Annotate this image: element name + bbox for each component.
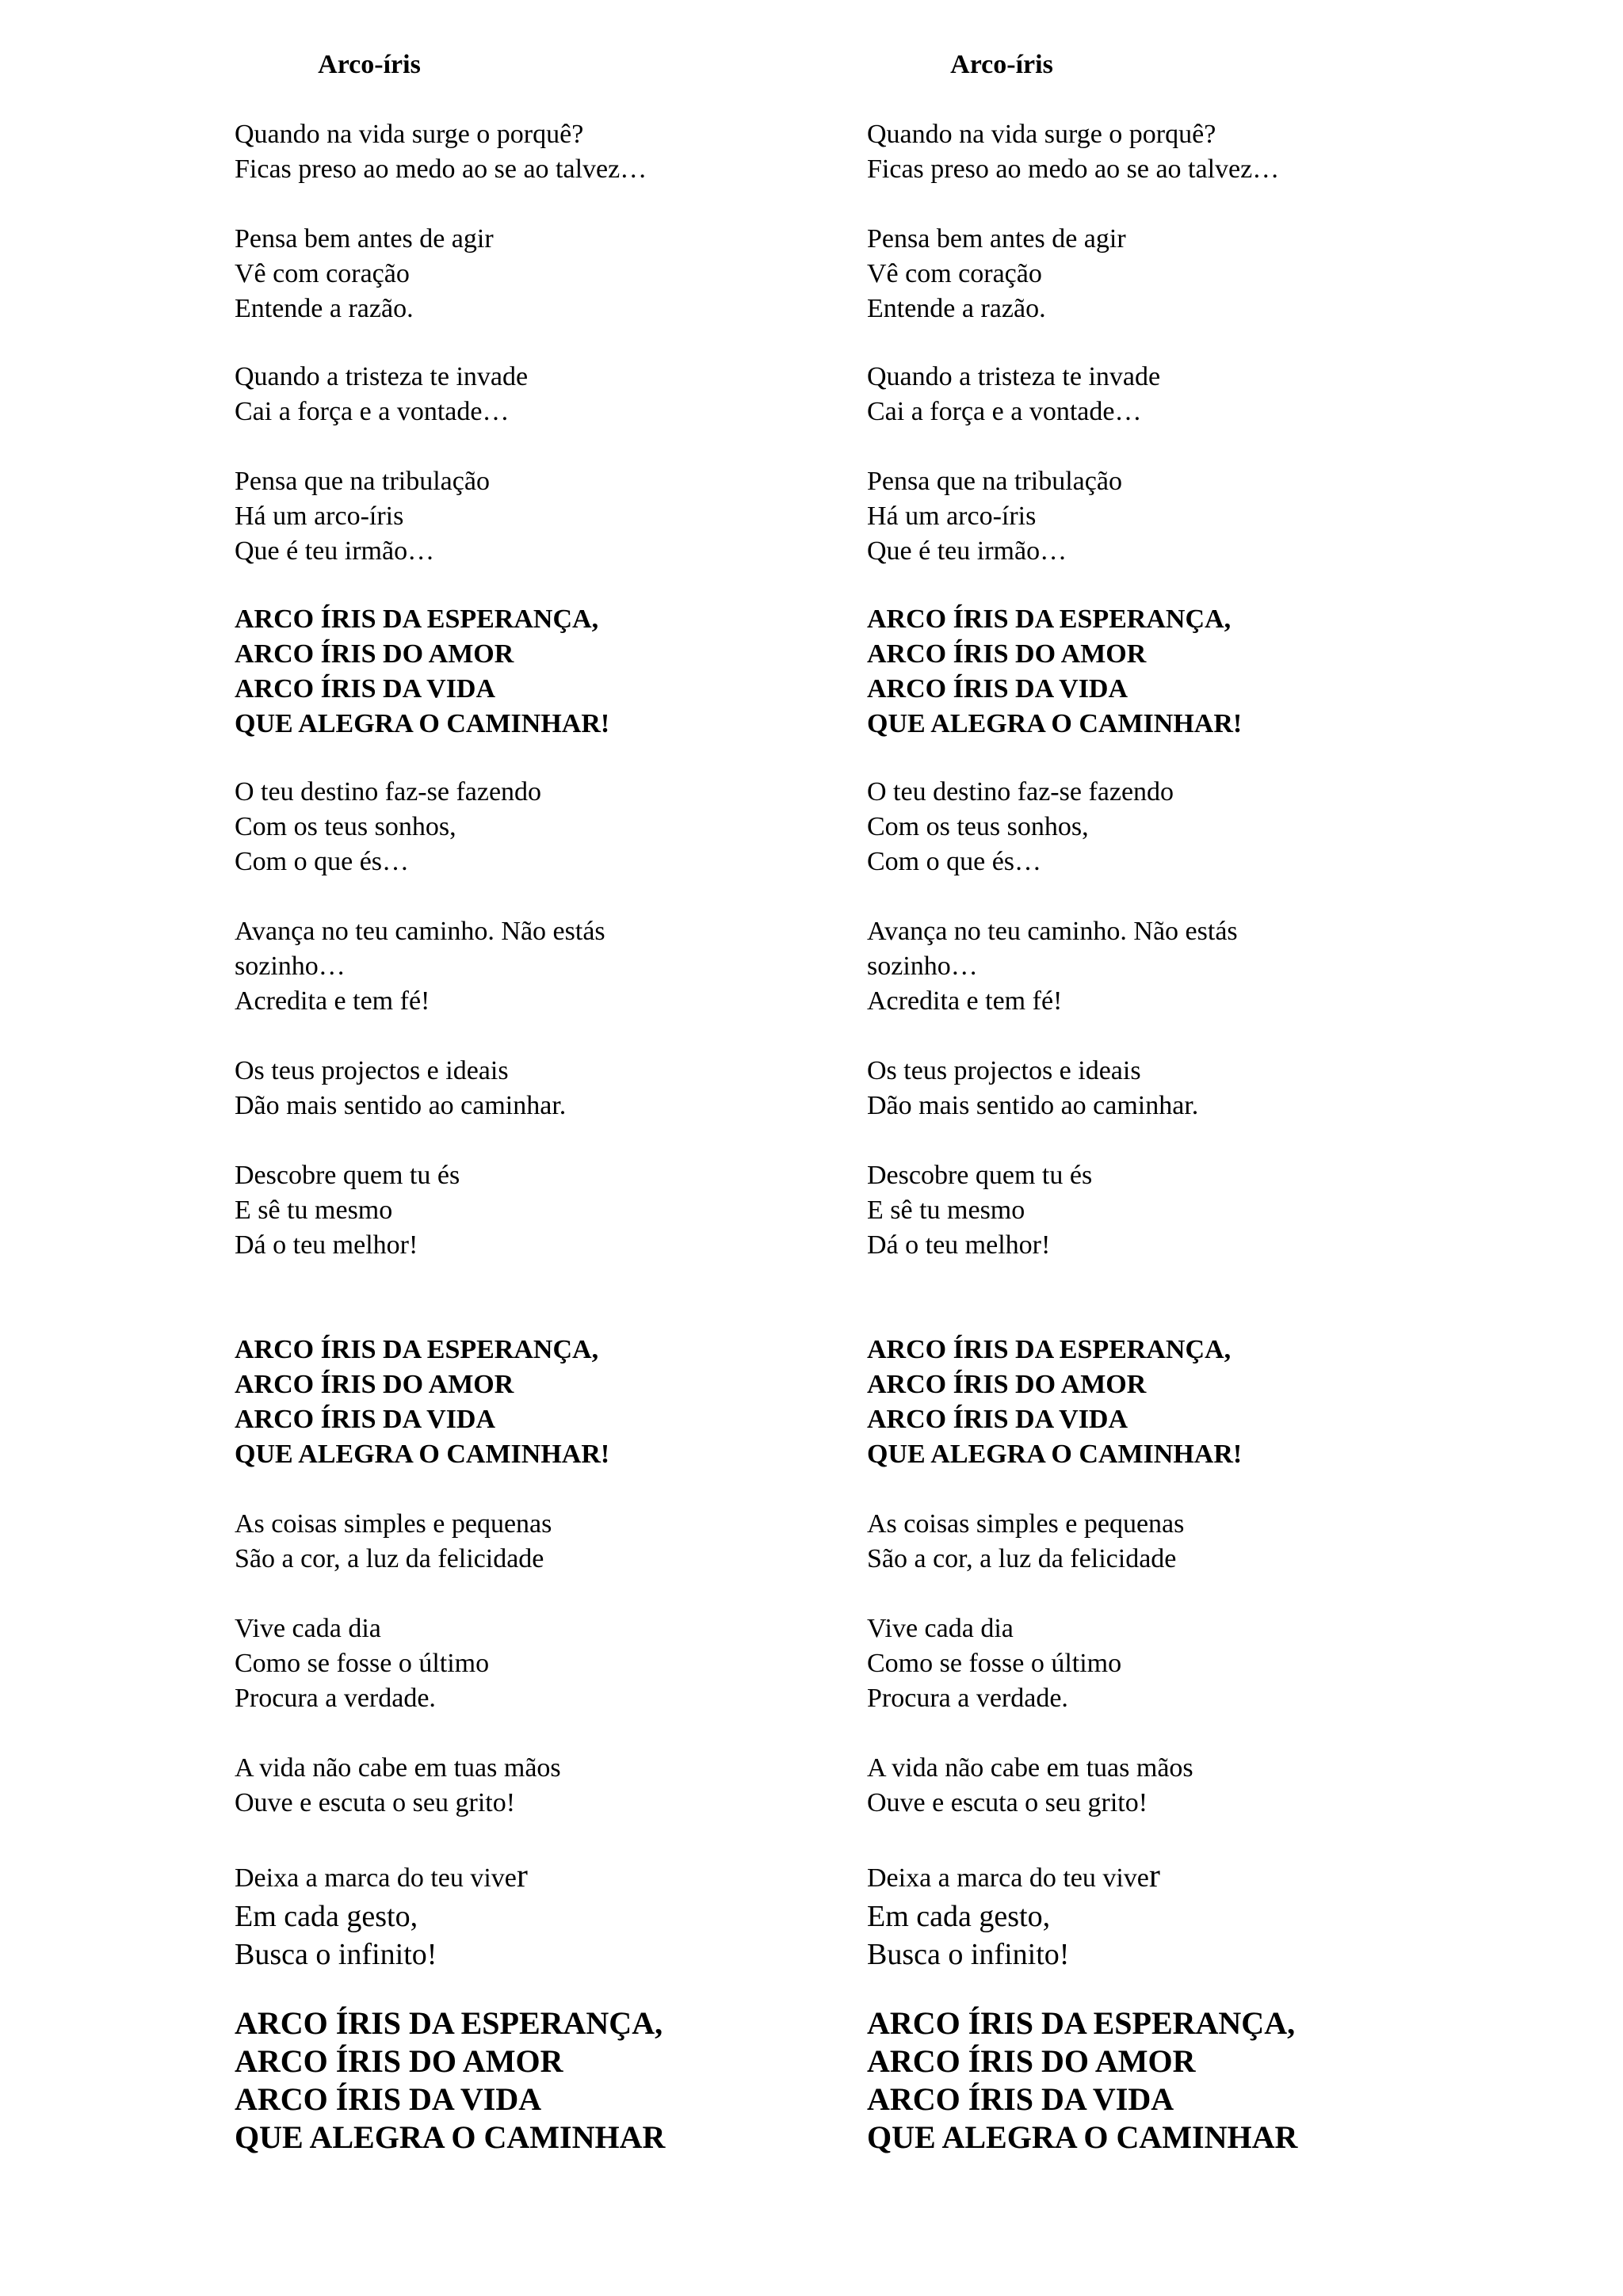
lyric-line: Procura a verdade. <box>867 1684 1068 1713</box>
stanza <box>867 1158 1092 1263</box>
stanza <box>867 360 1160 429</box>
lyric-line <box>867 1857 1160 1897</box>
chorus-line: ARCO ÍRIS DA VIDA <box>235 1405 496 1434</box>
song-title: Arco-íris <box>950 50 1053 79</box>
lyric-line: Como se fosse o último <box>867 1649 1122 1678</box>
lyric-line: Procura a verdade. <box>235 1684 436 1713</box>
lyric-line: Dá o teu melhor! <box>235 1230 418 1260</box>
lyric-line: Os teus projectos e ideais <box>235 1056 509 1085</box>
lyric-line: Pensa bem antes de agir <box>867 224 1126 254</box>
lyric-line: Dá o teu melhor! <box>867 1230 1051 1260</box>
stanza <box>235 1054 566 1123</box>
lyric-line: Pensa que na tribulação <box>235 467 490 496</box>
chorus-line: ARCO ÍRIS DA ESPERANÇA, <box>867 605 1232 634</box>
lyric-line: Ouve e escuta o seu grito! <box>235 1788 516 1817</box>
lyric-line: Com o que és… <box>235 847 410 876</box>
lyric-line: Com o que és… <box>867 847 1042 876</box>
chorus-line: ARCO ÍRIS DA VIDA <box>235 2081 542 2117</box>
lyric-line: Dão mais sentido ao caminhar. <box>235 1091 567 1120</box>
stanza <box>235 1507 552 1577</box>
stanza <box>867 1857 1160 1974</box>
stanza <box>867 464 1122 569</box>
lyric-line: As coisas simples e pequenas <box>867 1509 1185 1539</box>
chorus-line: ARCO ÍRIS DO AMOR <box>235 639 514 669</box>
stanza <box>867 914 1238 1019</box>
song-title: Arco-íris <box>318 50 421 79</box>
stanza <box>235 914 605 1019</box>
lyric-line: Quando na vida surge o porquê? <box>867 120 1216 149</box>
chorus-line: ARCO ÍRIS DO AMOR <box>235 2043 563 2079</box>
stanza <box>235 464 490 569</box>
chorus-line: QUE ALEGRA O CAMINHAR! <box>235 1440 610 1469</box>
stanza <box>867 1507 1184 1577</box>
lyric-line: Quando a tristeza te invade <box>235 362 529 391</box>
chorus-line: ARCO ÍRIS DO AMOR <box>867 639 1147 669</box>
lyric-line: Vive cada dia <box>867 1614 1014 1643</box>
chorus-line: ARCO ÍRIS DA ESPERANÇA, <box>235 1335 599 1364</box>
lyric-line: Que é teu irmão… <box>235 536 435 566</box>
lyric-line: Quando a tristeza te invade <box>867 362 1161 391</box>
chorus <box>867 1333 1242 1472</box>
lyric-line: Há um arco-íris <box>867 502 1037 531</box>
chorus-line: ARCO ÍRIS DO AMOR <box>867 1370 1147 1399</box>
lyric-line: Em cada gesto, <box>867 1900 1051 1933</box>
lyric-line: São a cor, a luz da felicidade <box>867 1544 1177 1573</box>
chorus-line: ARCO ÍRIS DA VIDA <box>867 674 1128 704</box>
lyric-line: Avança no teu caminho. Não estás <box>235 917 605 946</box>
lyric-line: O teu destino faz-se fazendo <box>867 777 1174 807</box>
lyric-line-text: Deixa a marca do teu vive <box>867 1863 1149 1893</box>
chorus-line: ARCO ÍRIS DA VIDA <box>867 2081 1174 2117</box>
lyric-line: Descobre quem tu és <box>867 1161 1093 1190</box>
lyric-line: Vê com coração <box>867 259 1042 288</box>
chorus-line: QUE ALEGRA O CAMINHAR <box>867 2119 1298 2155</box>
lyric-line: Ficas preso ao medo ao se ao talvez… <box>235 154 647 184</box>
stanza <box>867 1054 1198 1123</box>
lyric-line: Com os teus sonhos, <box>867 812 1089 841</box>
stanza <box>867 1751 1193 1821</box>
lyric-line: Ouve e escuta o seu grito! <box>867 1788 1148 1817</box>
stanza <box>867 117 1279 187</box>
lyric-line: A vida não cabe em tuas mãos <box>867 1753 1193 1783</box>
lyric-line-text: Deixa a marca do teu vive <box>235 1863 517 1893</box>
chorus-line: ARCO ÍRIS DA VIDA <box>235 674 496 704</box>
stanza <box>235 222 494 326</box>
lyric-line: Cai a força e a vontade… <box>867 397 1142 426</box>
chorus <box>235 2004 665 2157</box>
lyric-line <box>235 1857 528 1897</box>
lyric-line: Descobre quem tu és <box>235 1161 460 1190</box>
stanza <box>867 775 1174 879</box>
chorus-line: ARCO ÍRIS DA VIDA <box>867 1405 1128 1434</box>
stanza <box>867 1611 1121 1716</box>
stanza <box>235 1158 460 1263</box>
lyric-line: Pensa bem antes de agir <box>235 224 494 254</box>
lyric-line: Pensa que na tribulação <box>867 467 1122 496</box>
lyric-line: Há um arco-íris <box>235 502 404 531</box>
lyric-line: Avança no teu caminho. Não estás <box>867 917 1238 946</box>
lyric-line-text: r <box>1148 1858 1160 1894</box>
lyric-line: São a cor, a luz da felicidade <box>235 1544 544 1573</box>
chorus-line: ARCO ÍRIS DA ESPERANÇA, <box>867 1335 1232 1364</box>
lyric-line: sozinho… <box>235 952 346 981</box>
lyric-line: O teu destino faz-se fazendo <box>235 777 542 807</box>
lyric-line: E sê tu mesmo <box>867 1196 1025 1225</box>
chorus <box>235 602 609 742</box>
lyric-line: As coisas simples e pequenas <box>235 1509 552 1539</box>
lyric-line: Entende a razão. <box>235 294 414 323</box>
lyric-line: Busca o infinito! <box>235 1938 437 1971</box>
chorus-line: ARCO ÍRIS DO AMOR <box>235 1370 514 1399</box>
lyric-line: Vive cada dia <box>235 1614 381 1643</box>
chorus-line: QUE ALEGRA O CAMINHAR! <box>867 1440 1243 1469</box>
chorus-line: ARCO ÍRIS DA ESPERANÇA, <box>235 605 599 634</box>
lyric-line: Como se fosse o último <box>235 1649 490 1678</box>
lyric-line: Os teus projectos e ideais <box>867 1056 1141 1085</box>
stanza <box>235 1611 489 1716</box>
lyric-line: Que é teu irmão… <box>867 536 1067 566</box>
stanza <box>235 775 541 879</box>
lyric-line: Ficas preso ao medo ao se ao talvez… <box>867 154 1280 184</box>
chorus-line: QUE ALEGRA O CAMINHAR! <box>867 709 1243 738</box>
stanza <box>235 360 528 429</box>
lyric-line-text: r <box>516 1858 528 1894</box>
chorus <box>867 602 1242 742</box>
chorus-line: ARCO ÍRIS DO AMOR <box>867 2043 1196 2079</box>
chorus-line: QUE ALEGRA O CAMINHAR <box>235 2119 666 2155</box>
lyric-line: Dão mais sentido ao caminhar. <box>867 1091 1199 1120</box>
chorus <box>867 2004 1297 2157</box>
lyric-line: Em cada gesto, <box>235 1900 418 1933</box>
lyric-line: Acredita e tem fé! <box>235 986 430 1016</box>
chorus-line: QUE ALEGRA O CAMINHAR! <box>235 709 610 738</box>
chorus-line: ARCO ÍRIS DA ESPERANÇA, <box>867 2005 1296 2041</box>
lyric-line: E sê tu mesmo <box>235 1196 393 1225</box>
lyric-line: Cai a força e a vontade… <box>235 397 510 426</box>
lyric-line: Quando na vida surge o porquê? <box>235 120 584 149</box>
stanza <box>867 222 1126 326</box>
stanza <box>235 1751 561 1821</box>
lyric-line: Acredita e tem fé! <box>867 986 1063 1016</box>
lyric-line: A vida não cabe em tuas mãos <box>235 1753 561 1783</box>
lyric-line: Com os teus sonhos, <box>235 812 456 841</box>
lyric-line: Entende a razão. <box>867 294 1046 323</box>
stanza <box>235 1857 528 1974</box>
lyric-line: Busca o infinito! <box>867 1938 1070 1971</box>
stanza <box>235 117 647 187</box>
chorus <box>235 1333 609 1472</box>
lyric-line: Vê com coração <box>235 259 410 288</box>
lyric-line: sozinho… <box>867 952 978 981</box>
chorus-line: ARCO ÍRIS DA ESPERANÇA, <box>235 2005 663 2041</box>
